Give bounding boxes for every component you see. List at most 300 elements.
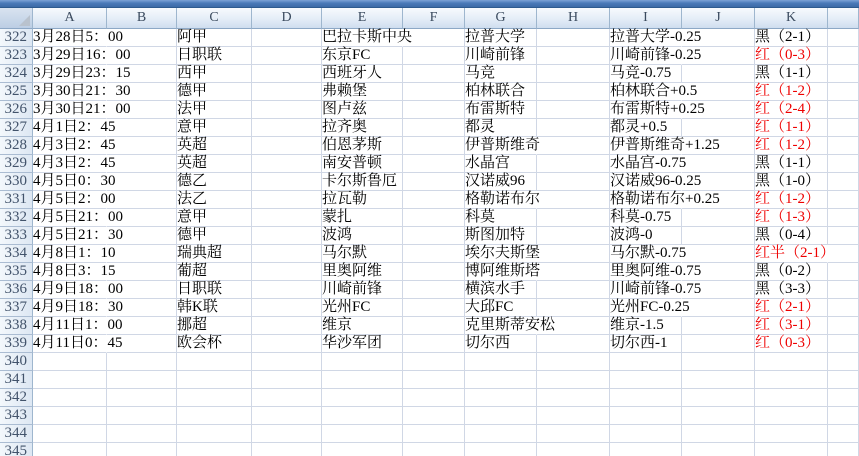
cell-c[interactable]: 英超 xyxy=(177,155,252,173)
cell-c[interactable]: 阿甲 xyxy=(177,29,252,47)
cell-l[interactable] xyxy=(828,101,859,119)
cell-h[interactable] xyxy=(537,335,610,353)
cell-g[interactable]: 柏林联合 xyxy=(465,83,537,101)
row-header[interactable]: 331 xyxy=(0,191,33,209)
cell-d[interactable] xyxy=(252,29,322,47)
cell-l[interactable] xyxy=(828,389,859,407)
cell-l[interactable] xyxy=(828,371,859,389)
cell-a[interactable]: 3月30日21：00 xyxy=(33,101,131,117)
cell-e[interactable] xyxy=(322,371,403,389)
cell-e[interactable]: 维京 xyxy=(322,317,403,335)
cell-a[interactable] xyxy=(33,425,107,443)
cell-i[interactable]: 里奥阿维-0.75 xyxy=(610,263,702,279)
cell-d[interactable] xyxy=(252,209,322,227)
cell-g[interactable]: 斯图加特 xyxy=(465,227,537,245)
row-header[interactable]: 322 xyxy=(0,29,33,47)
cell-b[interactable] xyxy=(107,119,177,137)
cell-c[interactable]: 日职联 xyxy=(177,47,252,65)
cell-c[interactable]: 德甲 xyxy=(177,227,252,245)
cell-a[interactable]: 4月3日2：45 xyxy=(33,155,116,171)
cell-a[interactable]: 4月8日3：15 xyxy=(33,263,116,279)
cell-j[interactable] xyxy=(682,299,755,317)
row-header[interactable]: 324 xyxy=(0,65,33,83)
cell-e[interactable] xyxy=(322,407,403,425)
cell-e[interactable]: 卡尔斯鲁厄 xyxy=(322,173,403,191)
cell-b[interactable] xyxy=(107,389,177,407)
cell-g[interactable]: 都灵 xyxy=(465,119,537,137)
cell-h[interactable] xyxy=(537,281,610,299)
cell-i[interactable] xyxy=(610,371,682,389)
cell-a[interactable] xyxy=(33,407,107,425)
column-header-I[interactable]: I xyxy=(610,8,682,29)
cell-k[interactable]: 黑（3-3） xyxy=(755,281,828,299)
cell-f[interactable] xyxy=(403,83,465,101)
cell-j[interactable] xyxy=(682,407,755,425)
cell-a[interactable] xyxy=(33,353,107,371)
cell-e[interactable]: 华沙军团 xyxy=(322,335,403,353)
cell-g[interactable] xyxy=(465,389,537,407)
cell-d[interactable] xyxy=(252,173,322,191)
cell-i[interactable]: 柏林联合+0.5 xyxy=(610,83,698,99)
cell-c[interactable] xyxy=(177,353,252,371)
cell-f[interactable] xyxy=(403,389,465,407)
cell-k[interactable]: 红（2-1） xyxy=(755,299,828,317)
cell-e[interactable]: 川崎前锋 xyxy=(322,281,403,299)
cell-e[interactable] xyxy=(322,353,403,371)
row-header[interactable]: 338 xyxy=(0,317,33,335)
cell-e[interactable]: 蒙扎 xyxy=(322,209,403,227)
row-header[interactable]: 341 xyxy=(0,371,33,389)
cell-f[interactable] xyxy=(403,29,465,47)
cell-d[interactable] xyxy=(252,263,322,281)
cell-f[interactable] xyxy=(403,209,465,227)
cell-e[interactable]: 图卢兹 xyxy=(322,101,403,119)
cell-d[interactable] xyxy=(252,245,322,263)
cell-k[interactable]: 红（3-1） xyxy=(755,317,828,335)
cell-c[interactable]: 英超 xyxy=(177,137,252,155)
column-header-E[interactable]: E xyxy=(322,8,403,29)
cell-h[interactable] xyxy=(537,47,610,65)
cell-j[interactable] xyxy=(682,371,755,389)
cell-c[interactable]: 德甲 xyxy=(177,83,252,101)
cell-d[interactable] xyxy=(252,371,322,389)
cell-j[interactable] xyxy=(682,443,755,456)
cell-f[interactable] xyxy=(403,101,465,119)
cell-l[interactable] xyxy=(828,443,859,456)
cell-f[interactable] xyxy=(403,155,465,173)
cell-k[interactable] xyxy=(755,407,828,425)
cell-g[interactable] xyxy=(465,425,537,443)
cell-g[interactable]: 格勒诺布尔 xyxy=(465,191,541,207)
cell-f[interactable] xyxy=(403,263,465,281)
cell-d[interactable] xyxy=(252,65,322,83)
cell-l[interactable] xyxy=(828,29,859,47)
cell-h[interactable] xyxy=(537,443,610,456)
cell-d[interactable] xyxy=(252,101,322,119)
cell-f[interactable] xyxy=(403,191,465,209)
cell-a[interactable]: 3月30日21：30 xyxy=(33,83,131,99)
cell-d[interactable] xyxy=(252,137,322,155)
cell-k[interactable]: 黑（0-4） xyxy=(755,227,828,245)
cell-a[interactable]: 4月1日2：45 xyxy=(33,119,116,135)
cell-g[interactable] xyxy=(465,443,537,456)
cell-d[interactable] xyxy=(252,191,322,209)
cell-g[interactable]: 横滨水手 xyxy=(465,281,537,299)
cell-g[interactable]: 埃尔夫斯堡 xyxy=(465,245,541,261)
cell-a[interactable]: 3月29日16：00 xyxy=(33,47,131,63)
row-header[interactable]: 342 xyxy=(0,389,33,407)
select-all-corner[interactable] xyxy=(0,8,33,29)
cell-e[interactable]: 东京FC xyxy=(322,47,403,65)
cell-l[interactable] xyxy=(828,137,859,155)
row-header[interactable]: 326 xyxy=(0,101,33,119)
cell-a[interactable]: 4月9日18：00 xyxy=(33,281,124,297)
cell-c[interactable] xyxy=(177,443,252,456)
cell-k[interactable]: 红半（2-1） xyxy=(755,245,835,261)
cell-d[interactable] xyxy=(252,281,322,299)
column-header-K[interactable]: K xyxy=(755,8,828,29)
cell-c[interactable]: 法乙 xyxy=(177,191,252,209)
cell-i[interactable]: 马尔默-0.75 xyxy=(610,245,687,261)
cell-h[interactable] xyxy=(537,299,610,317)
column-header-F[interactable]: F xyxy=(403,8,465,29)
cell-d[interactable] xyxy=(252,389,322,407)
cell-j[interactable] xyxy=(682,209,755,227)
cell-i[interactable]: 汉诺威96-0.25 xyxy=(610,173,702,189)
cell-j[interactable] xyxy=(682,119,755,137)
cell-i[interactable]: 波鸿-0 xyxy=(610,227,682,245)
cell-i[interactable]: 拉普大学-0.25 xyxy=(610,29,702,45)
cell-e[interactable] xyxy=(322,443,403,456)
cell-c[interactable] xyxy=(177,425,252,443)
cell-l[interactable] xyxy=(828,173,859,191)
column-header-J[interactable]: J xyxy=(682,8,755,29)
cell-k[interactable]: 黑（0-2） xyxy=(755,263,828,281)
cell-i[interactable]: 水晶宫-0.75 xyxy=(610,155,687,171)
cell-h[interactable] xyxy=(537,245,610,263)
row-header[interactable]: 336 xyxy=(0,281,33,299)
cell-d[interactable] xyxy=(252,407,322,425)
cell-d[interactable] xyxy=(252,299,322,317)
cell-e[interactable] xyxy=(322,389,403,407)
column-header-partial[interactable] xyxy=(828,8,859,29)
cell-i[interactable] xyxy=(610,353,682,371)
cell-i[interactable] xyxy=(610,407,682,425)
row-header[interactable]: 340 xyxy=(0,353,33,371)
cell-k[interactable]: 黑（2-1） xyxy=(755,29,828,47)
cell-k[interactable]: 黑（1-1） xyxy=(755,155,828,173)
cell-l[interactable] xyxy=(828,227,859,245)
cell-l[interactable] xyxy=(828,65,859,83)
cell-j[interactable] xyxy=(682,245,755,263)
cell-h[interactable] xyxy=(537,101,610,119)
cell-i[interactable]: 川崎前锋-0.75 xyxy=(610,281,702,297)
cell-f[interactable] xyxy=(403,317,465,335)
cell-b[interactable] xyxy=(107,245,177,263)
cell-g[interactable]: 博阿维斯塔 xyxy=(465,263,541,279)
cell-e[interactable] xyxy=(322,425,403,443)
cell-j[interactable] xyxy=(682,389,755,407)
cell-c[interactable]: 意甲 xyxy=(177,209,252,227)
cell-f[interactable] xyxy=(403,173,465,191)
cell-j[interactable] xyxy=(682,335,755,353)
cell-h[interactable] xyxy=(537,407,610,425)
cell-f[interactable] xyxy=(403,371,465,389)
cell-f[interactable] xyxy=(403,353,465,371)
cell-f[interactable] xyxy=(403,119,465,137)
cell-i[interactable]: 格勒诺布尔+0.25 xyxy=(610,191,720,207)
cell-c[interactable]: 瑞典超 xyxy=(177,245,252,263)
row-header[interactable]: 332 xyxy=(0,209,33,227)
cell-a[interactable]: 3月28日5：00 xyxy=(33,29,124,45)
row-header[interactable]: 335 xyxy=(0,263,33,281)
cell-b[interactable] xyxy=(107,191,177,209)
cell-e[interactable]: 弗赖堡 xyxy=(322,83,403,101)
column-header-G[interactable]: G xyxy=(465,8,537,29)
cell-g[interactable] xyxy=(465,353,537,371)
cell-f[interactable] xyxy=(403,335,465,353)
cell-i[interactable]: 马竞-0.75 xyxy=(610,65,682,83)
cell-h[interactable] xyxy=(537,83,610,101)
row-header[interactable]: 334 xyxy=(0,245,33,263)
column-header-H[interactable]: H xyxy=(537,8,610,29)
cell-h[interactable] xyxy=(537,29,610,47)
cell-b[interactable] xyxy=(107,137,177,155)
cell-l[interactable] xyxy=(828,335,859,353)
cell-i[interactable] xyxy=(610,389,682,407)
cell-i[interactable]: 切尔西-1 xyxy=(610,335,682,353)
cell-f[interactable] xyxy=(403,425,465,443)
cell-c[interactable]: 韩K联 xyxy=(177,299,252,317)
cell-a[interactable]: 4月3日2：45 xyxy=(33,137,116,153)
cell-k[interactable] xyxy=(755,389,828,407)
cell-d[interactable] xyxy=(252,227,322,245)
cell-a[interactable]: 4月5日0：30 xyxy=(33,173,116,189)
cell-d[interactable] xyxy=(252,425,322,443)
row-header[interactable]: 328 xyxy=(0,137,33,155)
cell-k[interactable]: 红（1-3） xyxy=(755,209,828,227)
cell-l[interactable] xyxy=(828,47,859,65)
cell-a[interactable]: 4月8日1：10 xyxy=(33,245,116,261)
row-header[interactable]: 329 xyxy=(0,155,33,173)
cell-j[interactable] xyxy=(682,353,755,371)
cell-e[interactable]: 拉齐奥 xyxy=(322,119,403,137)
cell-l[interactable] xyxy=(828,353,859,371)
cell-g[interactable]: 大邱FC xyxy=(465,299,537,317)
column-header-B[interactable]: B xyxy=(107,8,177,29)
cell-c[interactable]: 日职联 xyxy=(177,281,252,299)
cell-k[interactable]: 红（0-3） xyxy=(755,47,828,65)
cell-b[interactable] xyxy=(107,173,177,191)
cell-f[interactable] xyxy=(403,227,465,245)
cell-h[interactable] xyxy=(537,227,610,245)
cell-e[interactable]: 拉瓦勒 xyxy=(322,191,403,209)
cell-f[interactable] xyxy=(403,299,465,317)
cell-d[interactable] xyxy=(252,335,322,353)
cell-e[interactable]: 西班牙人 xyxy=(322,65,403,83)
cell-k[interactable] xyxy=(755,371,828,389)
cell-g[interactable]: 布雷斯特 xyxy=(465,101,537,119)
cell-l[interactable] xyxy=(828,299,859,317)
cell-e[interactable]: 伯恩茅斯 xyxy=(322,137,403,155)
cell-g[interactable]: 切尔西 xyxy=(465,335,537,353)
cell-i[interactable]: 布雷斯特+0.25 xyxy=(610,101,705,117)
cell-k[interactable]: 黑（1-1） xyxy=(755,65,828,83)
row-header[interactable]: 323 xyxy=(0,47,33,65)
cell-j[interactable] xyxy=(682,65,755,83)
cell-f[interactable] xyxy=(403,281,465,299)
row-header[interactable]: 343 xyxy=(0,407,33,425)
cell-k[interactable] xyxy=(755,443,828,456)
cell-g[interactable]: 克里斯蒂安松 xyxy=(465,317,556,333)
cell-j[interactable] xyxy=(682,155,755,173)
cell-a[interactable]: 4月5日21：00 xyxy=(33,209,124,225)
cell-g[interactable] xyxy=(465,371,537,389)
row-header[interactable]: 345 xyxy=(0,443,33,456)
cell-a[interactable] xyxy=(33,389,107,407)
cell-i[interactable] xyxy=(610,425,682,443)
cell-d[interactable] xyxy=(252,353,322,371)
cell-i[interactable] xyxy=(610,443,682,456)
cell-j[interactable] xyxy=(682,317,755,335)
cell-b[interactable] xyxy=(107,263,177,281)
cell-b[interactable] xyxy=(107,425,177,443)
cell-i[interactable]: 川崎前锋-0.25 xyxy=(610,47,702,63)
cell-b[interactable] xyxy=(107,155,177,173)
cell-a[interactable] xyxy=(33,443,107,456)
cell-e[interactable]: 巴拉卡斯中央 xyxy=(322,29,413,45)
cell-c[interactable]: 法甲 xyxy=(177,101,252,119)
cell-c[interactable] xyxy=(177,371,252,389)
cell-g[interactable] xyxy=(465,407,537,425)
cell-l[interactable] xyxy=(828,281,859,299)
cell-d[interactable] xyxy=(252,47,322,65)
cell-l[interactable] xyxy=(828,407,859,425)
row-header[interactable]: 339 xyxy=(0,335,33,353)
cell-h[interactable] xyxy=(537,173,610,191)
row-header[interactable]: 330 xyxy=(0,173,33,191)
cell-i[interactable]: 都灵+0.5 xyxy=(610,119,682,137)
cell-k[interactable]: 红（1-2） xyxy=(755,137,828,155)
cell-h[interactable] xyxy=(537,371,610,389)
column-header-C[interactable]: C xyxy=(177,8,252,29)
cell-l[interactable] xyxy=(828,155,859,173)
cell-a[interactable]: 4月5日2：00 xyxy=(33,191,116,207)
column-header-A[interactable]: A xyxy=(33,8,107,29)
cell-h[interactable] xyxy=(537,155,610,173)
cell-g[interactable]: 科莫 xyxy=(465,209,537,227)
cell-l[interactable] xyxy=(828,317,859,335)
cell-j[interactable] xyxy=(682,425,755,443)
cell-a[interactable]: 4月11日1：00 xyxy=(33,317,123,333)
cell-g[interactable]: 拉普大学 xyxy=(465,29,537,47)
cell-h[interactable] xyxy=(537,191,610,209)
row-header[interactable]: 333 xyxy=(0,227,33,245)
cell-g[interactable]: 水晶宫 xyxy=(465,155,537,173)
cell-c[interactable]: 德乙 xyxy=(177,173,252,191)
cell-f[interactable] xyxy=(403,65,465,83)
cell-k[interactable] xyxy=(755,353,828,371)
cell-d[interactable] xyxy=(252,83,322,101)
cell-i[interactable]: 维京-1.5 xyxy=(610,317,682,335)
cell-l[interactable] xyxy=(828,83,859,101)
cell-c[interactable]: 葡超 xyxy=(177,263,252,281)
cell-a[interactable]: 4月11日0：45 xyxy=(33,335,123,351)
cell-g[interactable]: 马竞 xyxy=(465,65,537,83)
row-header[interactable]: 325 xyxy=(0,83,33,101)
cell-a[interactable]: 3月29日23：15 xyxy=(33,65,131,81)
cell-e[interactable]: 波鸿 xyxy=(322,227,403,245)
cell-l[interactable] xyxy=(828,119,859,137)
cell-k[interactable]: 红（1-2） xyxy=(755,83,828,101)
cell-k[interactable] xyxy=(755,425,828,443)
cell-l[interactable] xyxy=(828,263,859,281)
cell-c[interactable]: 欧会杯 xyxy=(177,335,252,353)
cell-k[interactable]: 黑（1-0） xyxy=(755,173,828,191)
cell-i[interactable]: 科莫-0.75 xyxy=(610,209,682,227)
cell-f[interactable] xyxy=(403,137,465,155)
row-header[interactable]: 337 xyxy=(0,299,33,317)
cell-b[interactable] xyxy=(107,407,177,425)
column-header-D[interactable]: D xyxy=(252,8,322,29)
cell-f[interactable] xyxy=(403,443,465,456)
cell-f[interactable] xyxy=(403,245,465,263)
cell-a[interactable]: 4月5日21：30 xyxy=(33,227,124,243)
cell-g[interactable]: 汉诺威96 xyxy=(465,173,537,191)
cell-k[interactable]: 红（0-3） xyxy=(755,335,828,353)
cell-h[interactable] xyxy=(537,65,610,83)
cell-b[interactable] xyxy=(107,353,177,371)
cell-g[interactable]: 川崎前锋 xyxy=(465,47,537,65)
cell-e[interactable]: 里奥阿维 xyxy=(322,263,403,281)
cell-h[interactable] xyxy=(537,389,610,407)
cell-d[interactable] xyxy=(252,317,322,335)
cell-c[interactable]: 挪超 xyxy=(177,317,252,335)
cell-b[interactable] xyxy=(107,371,177,389)
cell-a[interactable]: 4月9日18：30 xyxy=(33,299,124,315)
cell-l[interactable] xyxy=(828,191,859,209)
cell-g[interactable]: 伊普斯维奇 xyxy=(465,137,541,153)
cell-h[interactable] xyxy=(537,263,610,281)
cell-h[interactable] xyxy=(537,353,610,371)
row-header[interactable]: 344 xyxy=(0,425,33,443)
cell-h[interactable] xyxy=(537,137,610,155)
cell-c[interactable] xyxy=(177,407,252,425)
cell-h[interactable] xyxy=(537,209,610,227)
cell-h[interactable] xyxy=(537,425,610,443)
cell-k[interactable]: 红（1-2） xyxy=(755,191,828,209)
cell-k[interactable]: 红（1-1） xyxy=(755,119,828,137)
cell-l[interactable] xyxy=(828,209,859,227)
cell-c[interactable]: 西甲 xyxy=(177,65,252,83)
cell-d[interactable] xyxy=(252,443,322,456)
cell-d[interactable] xyxy=(252,119,322,137)
cell-e[interactable]: 南安普顿 xyxy=(322,155,403,173)
cell-l[interactable] xyxy=(828,425,859,443)
cell-i[interactable]: 伊普斯维奇+1.25 xyxy=(610,137,720,153)
cell-c[interactable] xyxy=(177,389,252,407)
cell-c[interactable]: 意甲 xyxy=(177,119,252,137)
cell-h[interactable] xyxy=(537,119,610,137)
cell-b[interactable] xyxy=(107,443,177,456)
cell-f[interactable] xyxy=(403,47,465,65)
cell-e[interactable]: 光州FC xyxy=(322,299,403,317)
cell-i[interactable]: 光州FC-0.25 xyxy=(610,299,690,315)
cell-d[interactable] xyxy=(252,155,322,173)
cell-e[interactable]: 马尔默 xyxy=(322,245,403,263)
cell-k[interactable]: 红（2-4） xyxy=(755,101,828,119)
cell-j[interactable] xyxy=(682,227,755,245)
